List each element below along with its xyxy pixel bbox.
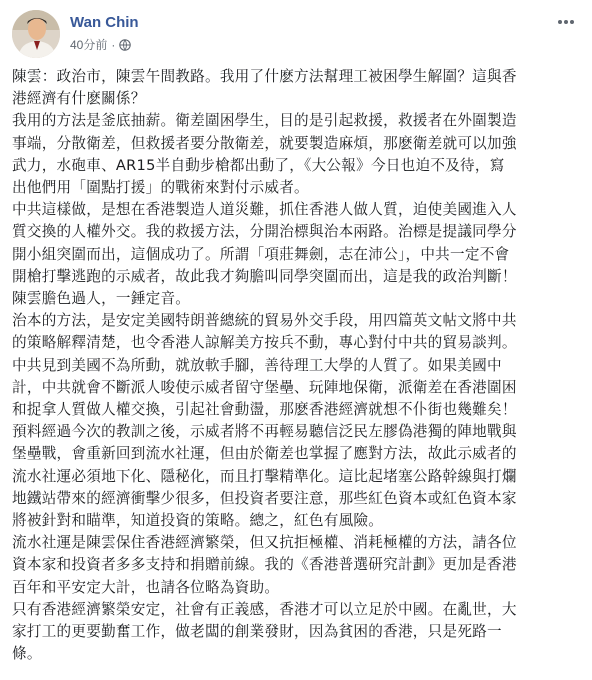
- post-paragraph: 流水社運是陳雲保住香港經濟繁榮，但又抗拒極權、消耗極權的方法，請各位 資本家和投資者多多支持和捐贈前線。我的《香港普選研究計劃》更加是香港 百年和平安定大計，也請各位略為資助。: [12, 534, 517, 596]
- post-paragraph: 只有香港經濟繁榮安定，社會有正義感，香港才可以立足於中國。在亂世，大 家打工的更要勤奮工作，做老闆的創業發財，因為貧困的香港，只是死路一 條。: [12, 600, 517, 663]
- post-paragraph: 中共這樣做，是想在香港製造人道災難，抓住香港人做人質，迫使美國進入人 質交換的人權外交。我的救援方法，分開治標與治本兩路。治標是提議同學分 開小組突圍而出，這個成功了。所謂「項莊舞劍，志在沛公」，中共一定不會 開槍打擊逃跑的示威者，故此我才夠膽叫同學突圍而出，這是我的政治判斷！ 陳雲膽色過人，一錘定音。: [12, 201, 517, 308]
- post-paragraph: 陳雲：政治市，陳雲午間教路。我用了什麽方法幫理工被困學生解圍？這與香 港經濟有什麽關係？: [12, 68, 517, 108]
- post-paragraph: 治本的方法，是安定美國特朗普總統的貿易外交手段，用四篇英文帖文將中共 的策略解釋清楚，也令香港人諒解美方按兵不動，專心對付中共的貿易談判。 中共見到美國不為所動，就放軟手腳，善待理工大學的人質了。如果美國中 計，中共就會不斷派人唆使示威者留守堡壘、玩陣地保衛，派衛差在香港圍困 和捉拿人質做人權交換，引起社會動盪，那麽香港經濟就想不仆街也幾難矣！ 預料經過今次的教訓之後，示威者將不再輕易聽信泛民左膠偽港獨的陣地戰與 堡壘戰，會重新回到流水社運，但由於衛差也掌握了應對方法，故此示威者的 流水社運必須地下化、隱秘化，而且打擊精準化。這比起堵塞公路幹線與打爛 地鐵站帶來的經濟衝擊少很多，但投資者要注意，那些紅色資本或紅色資本家 將被針對和瞄準，知道投資的策略。總之，紅色有風險。: [12, 312, 517, 530]
- post-meta: [70, 36, 131, 53]
- post-header: [12, 10, 580, 60]
- more-options-icon[interactable]: [552, 12, 580, 32]
- post-paragraph: 我用的方法是釜底抽薪。衛差圍困學生，目的是引起救援，救援者在外圍製造 事端，分散衛差，但救援者要分散衛差，就要製造麻煩，那麽衛差就可以加強 武力，水砲車、AR15半自動步槍都出動了，《大公報》今日也迫不及待，寫 出他們用「圍點打援」的戰術來對付示威者。: [12, 112, 517, 197]
- post-timestamp[interactable]: 40分前: [70, 38, 108, 52]
- avatar[interactable]: [12, 10, 60, 58]
- author-name[interactable]: Wan Chin: [70, 14, 139, 31]
- globe-icon[interactable]: [119, 39, 131, 51]
- post-body: [12, 66, 580, 665]
- meta-separator: ·: [111, 37, 116, 52]
